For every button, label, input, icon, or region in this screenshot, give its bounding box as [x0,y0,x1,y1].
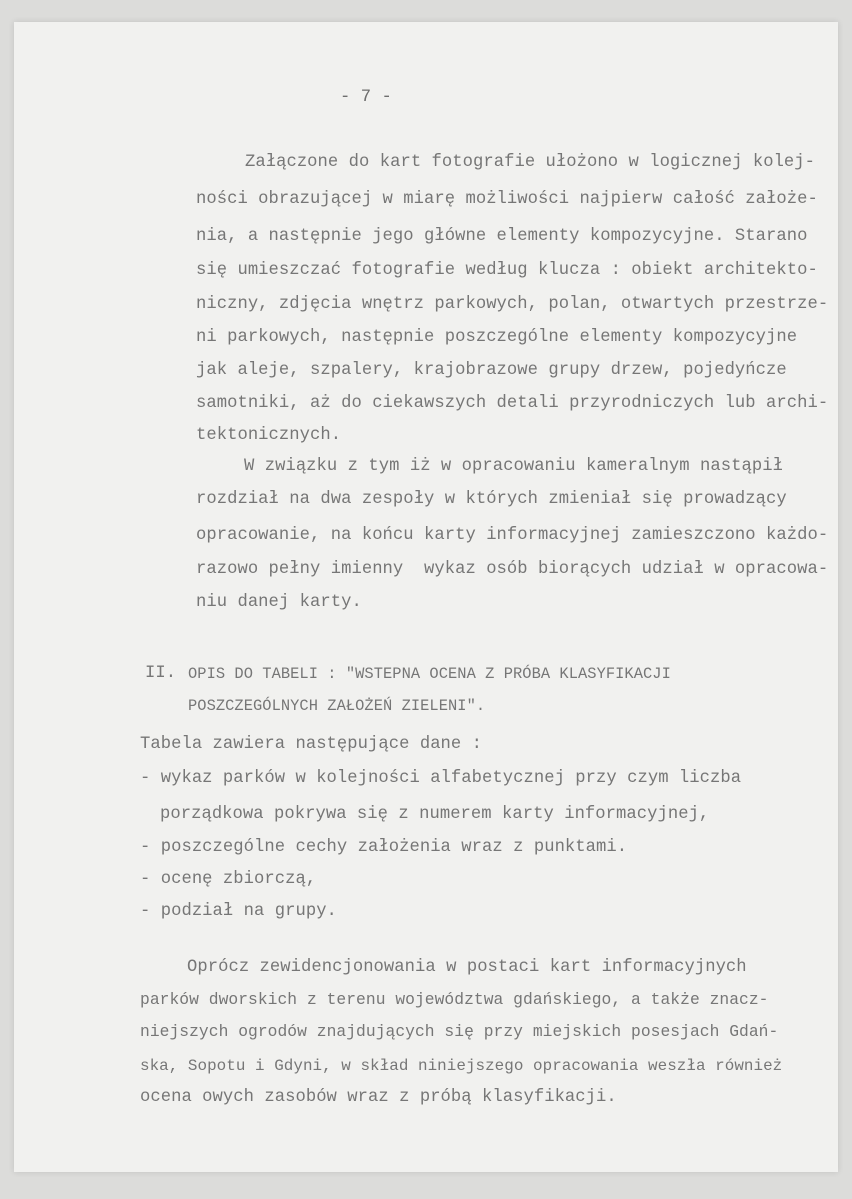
page-number: - 7 - [340,88,392,107]
section-number: II. [145,664,177,683]
text-line: ocena owych zasobów wraz z próbą klasyfikacji. [140,1088,617,1107]
text-line: jak aleje, szpalery, krajobrazowe grupy drzew, pojedyńcze [196,361,787,380]
list-item: - poszczególne cechy założenia wraz z punktami. [140,838,628,857]
list-item: - wykaz parków w kolejności alfabetycznej przy czym liczba [140,769,742,788]
text-line: opracowanie, na końcu karty informacyjnej zamieszczono każdo- [196,526,829,545]
text-line: nia, a następnie jego główne elementy kompozycyjne. Starano [196,227,808,246]
text-line: ska, Sopotu i Gdyni, w skład niniejszego opracowania weszła również [140,1057,783,1075]
text-line: się umieszczać fotografie według klucza : obiekt architekto- [196,261,818,280]
text-line: razowo pełny imienny wykaz osób biorących udział w opracowa- [196,560,829,579]
text-line: niejszych ogrodów znajdujących się przy miejskich posesjach Gdań- [140,1022,779,1041]
text-line: samotniki, aż do ciekawszych detali przyrodniczych lub archi- [196,394,829,413]
text-line: Załączone do kart fotografie ułożono w logicznej kolej- [245,153,816,172]
text-line: rozdział na dwa zespoły w których zmieniał się prowadzący [196,490,787,509]
text-line: ni parkowych, następnie poszczególne elementy kompozycyjne [196,328,798,347]
list-item: - ocenę zbiorczą, [140,870,317,889]
text-line: ności obrazującej w miarę możliwości najpierw całość założe- [196,190,818,209]
text-line: niu danej karty. [196,593,362,612]
section-title: POSZCZEGÓLNYCH ZAŁOŻEŃ ZIELENI". [188,697,486,715]
table-intro: Tabela zawiera następujące dane : [140,735,483,754]
text-line: W związku z tym iż w opracowaniu kameralnym nastąpił [244,457,783,476]
text-line: Oprócz zewidencjonowania w postaci kart informacyjnych [187,958,747,977]
text-line: niczny, zdjęcia wnętrz parkowych, polan, otwartych przestrze- [196,295,829,314]
text-line: tektonicznych. [196,426,342,445]
list-item: porządkowa pokrywa się z numerem karty informacyjnej, [160,805,710,824]
list-item: - podział na grupy. [140,902,337,921]
section-title: OPIS DO TABELI : "WSTEPNA OCENA Z PRÓBA KLASYFIKACJI [188,665,671,683]
text-line: parków dworskich z terenu województwa gdańskiego, a także znacz- [140,990,769,1009]
